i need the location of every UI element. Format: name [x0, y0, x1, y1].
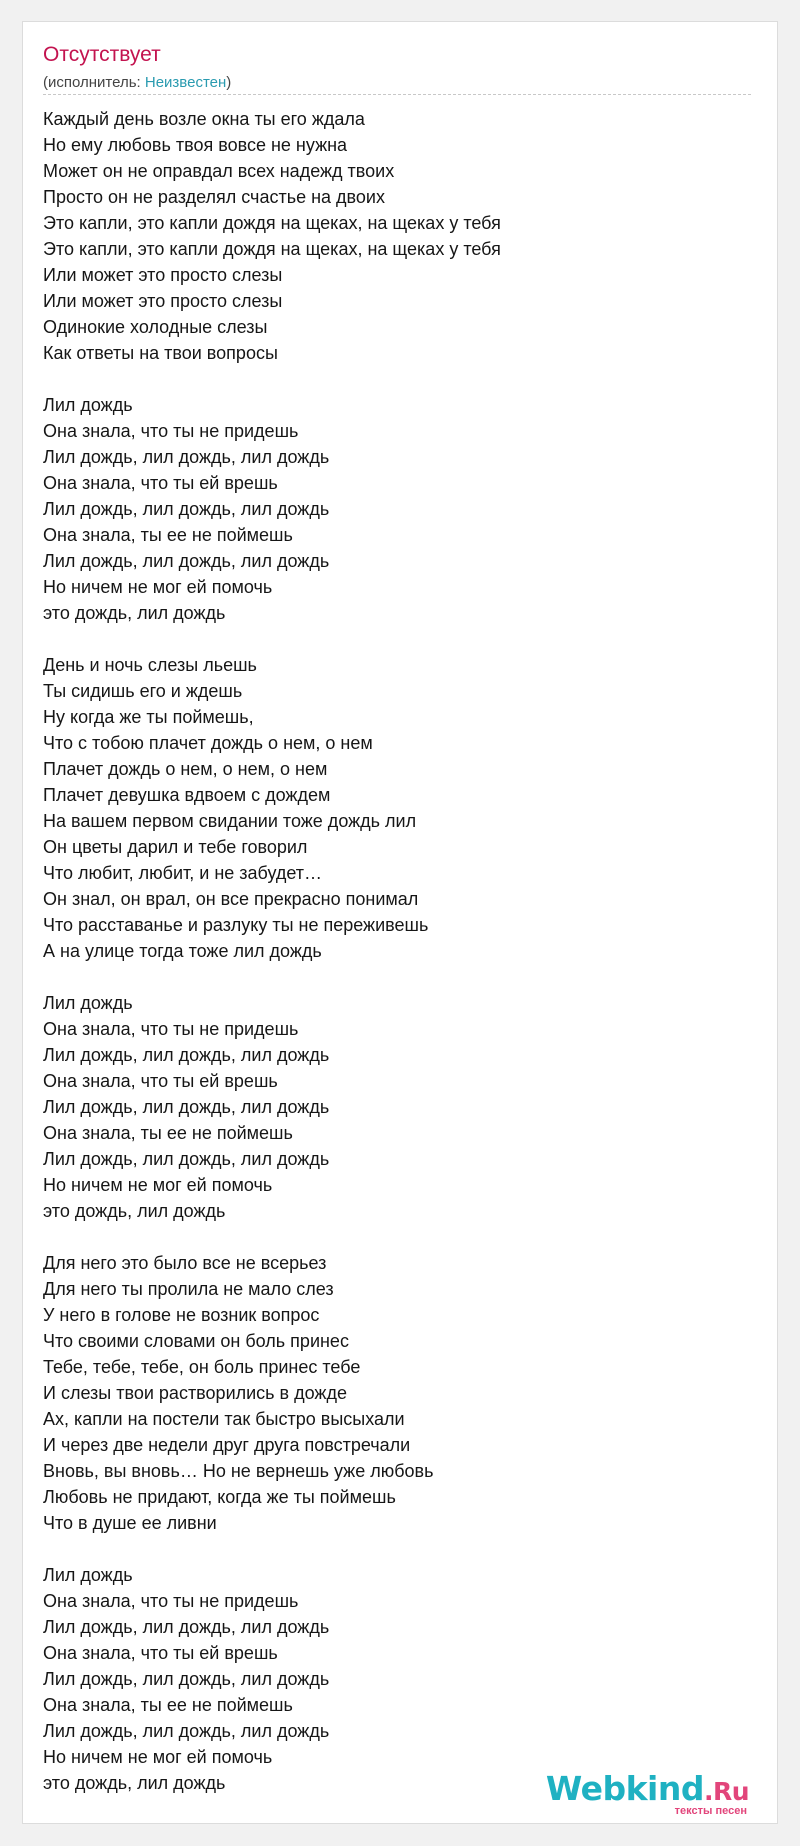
lyric-line: Она знала, ты ее не поймешь — [43, 525, 293, 545]
lyric-line: Что любит, любит, и не забудет… — [43, 863, 323, 883]
lyric-line: Тебе, тебе, тебе, он боль принес тебе — [43, 1357, 361, 1377]
logo-word: Webkind — [545, 1769, 704, 1808]
lyric-line: Лил дождь, лил дождь, лил дождь — [43, 499, 330, 519]
lyric-line: Плачет девушка вдвоем с дождем — [43, 785, 331, 805]
performer-suffix: ) — [226, 74, 232, 91]
lyric-line: Он знал, он врал, он все прекрасно понимал — [43, 889, 419, 909]
lyric-line: это дождь, лил дождь — [43, 1201, 226, 1221]
performer-link[interactable]: Неизвестен — [144, 74, 227, 91]
song-title: Отсутствует — [43, 43, 161, 66]
lyric-line: Для него ты пролила не мало слез — [43, 1279, 334, 1299]
lyric-line: У него в голове не возник вопрос — [43, 1305, 320, 1325]
lyric-line: Она знала, что ты не придешь — [43, 421, 299, 441]
lyric-line: Для него это было все не всерьез — [43, 1253, 327, 1273]
lyric-line: Лил дождь, лил дождь, лил дождь — [43, 1669, 330, 1689]
performer-line — [43, 74, 231, 92]
lyrics-verse — [43, 1250, 743, 1536]
lyrics-verse — [43, 106, 743, 366]
lyrics-card — [22, 21, 778, 1824]
lyrics-verse — [43, 990, 743, 1224]
lyric-line: Что с тобою плачет дождь о нем, о нем — [43, 733, 373, 753]
lyric-line: А на улице тогда тоже лил дождь — [43, 941, 322, 961]
lyric-line: Она знала, что ты не придешь — [43, 1591, 299, 1611]
lyric-line: Как ответы на твои вопросы — [43, 343, 278, 363]
lyric-line: Вновь, вы вновь… Но не вернешь уже любовь — [43, 1461, 434, 1481]
lyric-line: Но ничем не мог ей помочь — [43, 1747, 273, 1767]
lyric-line: Ты сидишь его и ждешь — [43, 681, 243, 701]
lyric-line: Это капли, это капли дождя на щеках, на щеках у тебя — [43, 239, 501, 259]
lyric-line: Лил дождь, лил дождь, лил дождь — [43, 1149, 330, 1169]
lyric-line: Лил дождь, лил дождь, лил дождь — [43, 1617, 330, 1637]
lyric-line: Лил дождь, лил дождь, лил дождь — [43, 1097, 330, 1117]
lyric-line: На вашем первом свидании тоже дождь лил — [43, 811, 417, 831]
lyric-line: Лил дождь, лил дождь, лил дождь — [43, 1721, 330, 1741]
lyric-line: Ах, капли на постели так быстро высыхали — [43, 1409, 405, 1429]
lyrics-verse — [43, 652, 743, 964]
lyric-line: Она знала, ты ее не поймешь — [43, 1695, 293, 1715]
lyric-line: Каждый день возле окна ты его ждала — [43, 109, 365, 129]
lyric-line: День и ночь слезы льешь — [43, 655, 257, 675]
lyric-line: Может он не оправдал всех надежд твоих — [43, 161, 395, 181]
lyric-line: Или может это просто слезы — [43, 265, 283, 285]
site-logo[interactable] — [546, 1771, 749, 1817]
lyric-line: Но ничем не мог ей помочь — [43, 577, 273, 597]
lyric-line: Он цветы дарил и тебе говорил — [43, 837, 308, 857]
lyric-line: Любовь не придают, когда же ты поймешь — [43, 1487, 396, 1507]
lyric-line: Лил дождь, лил дождь, лил дождь — [43, 551, 330, 571]
lyric-line: Плачет дождь о нем, о нем, о нем — [43, 759, 328, 779]
lyric-line: Она знала, что ты ей врешь — [43, 1643, 278, 1663]
lyric-line: Она знала, что ты ей врешь — [43, 1071, 278, 1091]
dashed-divider — [43, 94, 751, 95]
lyric-line: Это капли, это капли дождя на щеках, на щеках у тебя — [43, 213, 501, 233]
lyric-line: это дождь, лил дождь — [43, 603, 226, 623]
lyric-line: Лил дождь, лил дождь, лил дождь — [43, 1045, 330, 1065]
lyric-line: И слезы твои растворились в дожде — [43, 1383, 347, 1403]
performer-prefix: (исполнитель: — [43, 74, 145, 91]
lyric-line: Лил дождь — [43, 1565, 133, 1585]
logo-tagline: тексты песен — [674, 1805, 747, 1817]
lyric-line: Одинокие холодные слезы — [43, 317, 268, 337]
lyric-line: Или может это просто слезы — [43, 291, 283, 311]
lyric-line: Лил дождь — [43, 993, 133, 1013]
logo-tld: .Ru — [703, 1777, 749, 1806]
lyric-line: Лил дождь, лил дождь, лил дождь — [43, 447, 330, 467]
lyrics-verse — [43, 392, 743, 626]
lyric-line: Ну когда же ты поймешь, — [43, 707, 254, 727]
lyric-line: Но ничем не мог ей помочь — [43, 1175, 273, 1195]
lyric-line: Но ему любовь твоя вовсе не нужна — [43, 135, 348, 155]
lyrics-verse — [43, 1562, 743, 1796]
lyric-line: Она знала, что ты не придешь — [43, 1019, 299, 1039]
lyric-line: Что в душе ее ливни — [43, 1513, 217, 1533]
lyrics-text — [43, 106, 743, 1822]
lyric-line: Что своими словами он боль принес — [43, 1331, 349, 1351]
lyric-line: это дождь, лил дождь — [43, 1773, 226, 1793]
lyric-line: И через две недели друг друга повстречали — [43, 1435, 411, 1455]
lyric-line: Она знала, что ты ей врешь — [43, 473, 278, 493]
lyric-line: Она знала, ты ее не поймешь — [43, 1123, 293, 1143]
lyric-line: Лил дождь — [43, 395, 133, 415]
lyric-line: Просто он не разделял счастье на двоих — [43, 187, 385, 207]
lyric-line: Что расставанье и разлуку ты не переживешь — [43, 915, 429, 935]
